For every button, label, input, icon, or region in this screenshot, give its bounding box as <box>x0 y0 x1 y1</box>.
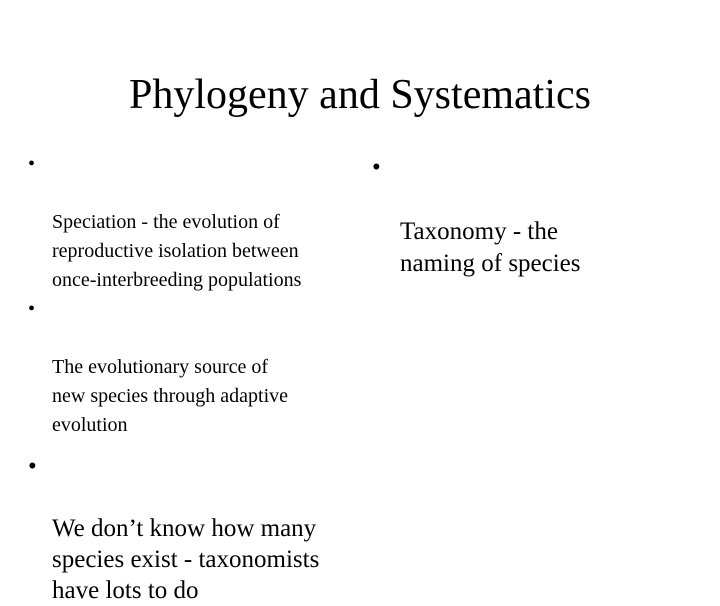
bullet-speciation <box>28 150 363 295</box>
bullet-text: Taxonomy - the naming of species <box>400 218 581 277</box>
bullet-species-count <box>28 451 363 606</box>
bullet-text: The evolutionary source of new species through adaptive evolution <box>52 356 289 436</box>
bullet-marker: • <box>28 153 36 175</box>
bullet-marker: • <box>28 298 36 320</box>
bullet-marker: • <box>372 154 381 181</box>
bullet-text: We don’t know how many species exist - taxonomists have lots to do <box>52 515 320 604</box>
bullet-marker: • <box>28 453 37 480</box>
bullet-evolutionary-source <box>28 295 363 440</box>
right-bullet-list <box>372 152 702 280</box>
bullet-text: Speciation - the evolution of reproductive isolation between once-interbreeding populations <box>52 211 302 291</box>
bullet-taxonomy <box>372 152 702 280</box>
left-bullet-list <box>28 150 363 606</box>
slide-title: Phylogeny and Systematics <box>129 72 591 118</box>
